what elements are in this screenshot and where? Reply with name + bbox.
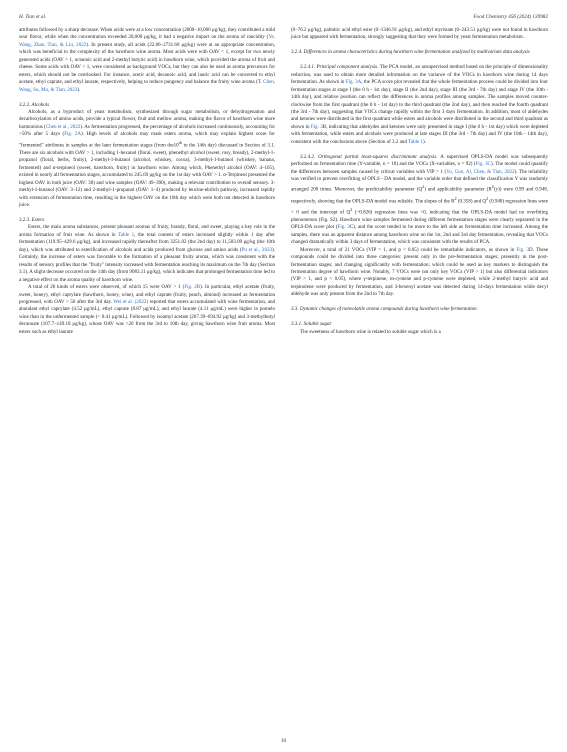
table-link[interactable]: Table 1 xyxy=(408,138,424,145)
subsection-heading-opls-da: 3.2.4.2. Orthogonal partial least-squares discriminant analysis. xyxy=(300,153,438,160)
section-heading-alcohols: 3.2.2. Alcohols xyxy=(19,101,50,108)
citation-link[interactable]: Pu et al., 2023 xyxy=(241,246,273,253)
section-heading-esters: 3.2.3. Esters xyxy=(19,216,45,223)
left-column xyxy=(19,27,275,336)
citation-link[interactable]: Chen et al., 2022 xyxy=(45,123,81,130)
section-heading-nonvolatile: 3.3. Dynamic changes of nonvolatile aroma compounds during hawthorn wine fermentation xyxy=(291,306,477,313)
table-link[interactable]: Table 1 xyxy=(117,231,135,238)
running-header-authors: H. Tian et al. xyxy=(19,14,47,20)
paragraph-vip: Moreover, a total of 21 VOCs (VIP > 1, and p < 0.05) could be remarkable indicators, as shown in Fig. 3D. These compounds could be divided into three categories: present only in the pre-fermentation stages; presently in the post-fermentation stages; and changing significantly with fermentation; which could be used as key markers to distinguish the fermentation degree of hawthorn wine. Notably, 7 VOCs were not only key VOCs (VIP > 1) but also differential indicators (VIP > 1, and p < 0.05), where γ-terpinene, m-cymene and p-cymene were depleted, while 2-methyl butyric acid and terpinolene were produced by fermentation, and 3-hexenyl acetate was detected during 14-days fermentation while decyl aldehyde was only present from the 2nd to 7th day. xyxy=(291,246,548,298)
paragraph-alcohols: Alcohols, as a byproduct of yeast metabolism, synthesized through sugar metabolism, or dehydrogenation and decarboxylation of amino acids, provide a typical flower, fruit and mellow aroma, making the flavor of hawthorn wine more harmonious (Chen et al., 2022). As fermentation progressed, the percentage of alcohols increased continuously, accounting for >50% after 5 days (Fig. 2A). High levels of alcohols may mask esters aroma, which may explain highest score for "fermented" attributes in samples at the later fermentation stages (from the10th to the 14th day) discussed in Section of 3.1. There are six alcohols with OAV > 1, including 1-hexanol (floral, sweet), phenethyl alcohol (sweet, rosy, bready), 2-methyl-1-propanol (floral, herbs, fruity), 2-methyl-1-butanol (alcohol, whiskey, cocoa), 3-methyl-1-butanol (whiskey, banana, fermented) and α-terpineol (sweet, hawthorn, fruity) in hawthorn wine. Among which, Phenethyl alcohol (OAV: 4–105), existed in nearly all fermentation stages, accumulated to 245.69 μg/kg on the 1st day with OAV > 1. α-Terpineol presented the highest OAV in both juice (OAV: 38) and wine samples (OAV: 49–390), making a relevant contribution to overall sensory. 3-methyl-1-butanol (OAV: 3–12) and 2-methyl-1-propanol (OAV: 1–4) produced by leucine-ehrlich pathway, increased rapidly with extension of fermentation time, resulting in the highest OAV on the 10th day which were both not detected in hawthorn juice. xyxy=(19,108,275,209)
figure-link[interactable]: Fig. 3A xyxy=(345,79,362,86)
citation-link[interactable]: Yu, Guo, Ai, Chen, & Tian, 2022 xyxy=(446,168,515,175)
citation-link[interactable]: Chen, Wang, Su, Mu, & Tian, 2023 xyxy=(19,79,275,93)
paragraph-esters-continued: (0–76.2 μg/kg), palmitic acid ethyl ester (0–1346.91 μg/kg), and ethyl myristate (0–243.51 μg/kg) were not found in hawthorn juice but appeared with fermentation, strongly suggesting that they were formed by yeast fermentation metabolism. xyxy=(291,27,548,41)
subsection-heading-pca: 3.2.4.1. Principal component analysis. xyxy=(300,64,379,71)
section-heading-multivariate: 3.2.4. Differences in aroma characteristics during hawthorn wine fermentation analyzed by multivariate data analysis xyxy=(291,49,530,56)
figure-link[interactable]: Fig. 3C xyxy=(475,161,491,168)
paragraph-esters-2: A total of 26 kinds of esters were observed, of which 15 were OAV > 1 (Fig. 2B). In particular, ethyl acetate (fruity, sweet, honey), ethyl caprylate (hawthorn, honey, wine), and ethyl caprate (fruity, peach, almond) increased as fermentation progressed, with OAV > 50 after the 3rd day. Wei et al. (2022) reported that esters accumulated with wine fermentation, and abundant ethyl caprylate (4.52 μg/mL), ethyl caprate (8.87 μg/mL), and ethyl laurate (4.11 μg/mL) were higher in pomelo wine than in the unfermented sample (< 0.41 μg/mL). Followed by isoamyl acetate (267.39–694.92 μg/kg) and 3-methylbutyl decanoate (107.7–149.18 μg/kg), whose OAV was >20 from the 3rd to 10th day, giving hawthorn wine fruit aroma. Most esters such as ethyl laurate xyxy=(19,284,276,335)
figure-link[interactable]: Fig. 3 xyxy=(337,224,350,231)
running-header-journal: Food Chemistry 456 (2024) 139982 xyxy=(473,14,548,20)
right-column xyxy=(291,27,548,336)
citation-link[interactable]: Wei et al. (2022) xyxy=(113,298,149,305)
figure-link[interactable]: Fig. 2A xyxy=(64,131,81,138)
citation-link[interactable]: Ye, Wang, Zhan, Tian, & Liu, 2022 xyxy=(19,34,275,48)
paragraph-esters-1: Esters, the main aroma substances, present pleasant aromas of fruity, brandy, floral, and sweet, playing a key role in the aroma formation of fruit wine. As shown in Table 1, the total content of esters increased slightly within 1 day after fermentation (119.95–429.6 μg/kg), and increased rapidly thereafter from 3251.02 (the 2nd day) to 11,503.09 μg/kg (the 10th day), which was attributed to esterification of alcohols and acids produced from glucose and amino acids (Pu et al., 2023). Certainly, the increase of esters was favorable to the formation of a pleasant fruity aroma, which was consistent with the results of sensory profiles that the "fruity" intensity increased with fermentation reaching its maximum on the 7th day (Section 3.1). A slight decrease occurred on the 14th day (from 9083.11 μg/kg), which indicates that prolonged fermentation time led to a negative effect on the aroma quality of hawthorn wine. xyxy=(19,224,275,283)
paragraph-opls-da: 3.2.4.2. Orthogonal partial least-squares discriminant analysis. A supervised OPLS-DA model was subsequently performed on fermentation time (Y-variable, n = 10) and the VOCs (X-variables, n = 92) (Fig. 3C). The model could quantify the differences between samples caused by critical variables with VIP > 1 (Yu, Guo, Ai, Chen, & Tian, 2022). The reliability was verified to prevent overfitting of OPLS - DA model, and the variable order that defined the classification Y was randomly arranged 200 times. Moreover, the predictability parameter $(Q^2)$ and applicability parameter $(R^2(y))$ were 0.99 and 0.948, respectively, showing that the OPLS-DA model was reliable. The slopes of the $R^2$ (0.358) and $Q^2$ (0.948) regression lines were > 0 and the intercept of $Q^2$ (−0.826) regression lines was <0, indicating that the OPLS-DA model had no overfitting phenomenon (Fig. S2). Hawthorn wine samples fermented during different fermentation stages were clearly separated in the OPLS-DA score plot (Fig. 3C), and the score tended to be more to the left side as fermentation time increased. Among the samples, there was an apparent distance among hawthorn wine on the 1st, 2nd and 3rd day fermentation, revealing that VOCs changed dramatically within 3 days of fermentation, which was consistent with the results of PCA. xyxy=(291,153,549,246)
figure-link[interactable]: Fig. 2B xyxy=(184,284,201,291)
figure-link[interactable]: Fig. 3 xyxy=(310,123,323,130)
page-number: 10 xyxy=(280,738,287,744)
section-heading-soluble-sugar: 3.3.1. Soluble sugar xyxy=(291,321,332,328)
paragraph-acids-continued: attributes followed by a sharp decrease. When acids were at a low concentration (2000–10,000 μg/kg), they contributed a mild sour flavor, while when the concentration exceeded 20,000 μg/kg, it had a negative impact on the aroma of rancidity (Ye, Wang, Zhan, Tian, & Liu, 2022). In present study, all acids (22.86–2731.68 μg/kg) were at an appropriate concentration, which was beneficial to the complexity of the hawthorn wine aroma. Most acids were with OAV < 1, except for two newly generated acids (OAV > 1, octanoic acid and 2-methyl butyric acid) in hawthorn wine, which provided the aroma of fruit and cheese. Some acids with OAV < 1, were considered as background VOCs, but they can also be used as aroma precursors for esters, which should not be overlooked. For instance, acetic acid, decanoic acid, and lauric acid can be converted to ethyl acetate, ethyl caprate, and ethyl laurate, respectively, helping to reduce pungency and balance the fruity wine aroma (T. Chen, Wang, Su, Mu, & Tian, 2023). xyxy=(19,27,275,93)
figure-link[interactable]: Fig. 3 xyxy=(516,246,530,253)
paragraph-pca: 3.2.4.1. Principal component analysis. The PCA model, an unsupervised method based on the principle of dimensionality reduction, was used to obtain more detailed information on the variance of the VOCs in hawthorn wine during 14 days fermentation. As shown in Fig. 3A, the PCA score plot revealed that the whole fermentation process could be divided into four fermentation stages at stage I (the 0 h - 1st day), stage II (the 2nd day), stage III (the 3rd - 7th day) and stage IV (the 10th - 14th day), and relative position can reflect the differences in aroma profiles among samples. The samples moved counter-clockwise from the first quadrant (the 0 h - 1st day) to the third quadrant (the 2nd day), and then reached the fourth quadrant (the 3rd - 7th day), suggesting that VOCs change rapidly within the first 3 days fermentation. In addition, most of aldehydes and ketones were distributed in the first quadrant while esters and alcohols were distributed in the second and third quadrant as shown in Fig. 3B, indicating that aldehydes and ketones were only presented in stage I (the 0 h - 1st day) which were depleted with fermentation, while esters and alcohols were produced at late stages III (the 3rd - 7th day) and IV (the 10th - 14th day), consistent with the conclusions above (Section of 3.2 and Table 1). xyxy=(291,64,548,145)
paragraph-soluble-sugar: The sweetness of hawthorn wine is related to soluble sugar which is a xyxy=(300,328,441,335)
